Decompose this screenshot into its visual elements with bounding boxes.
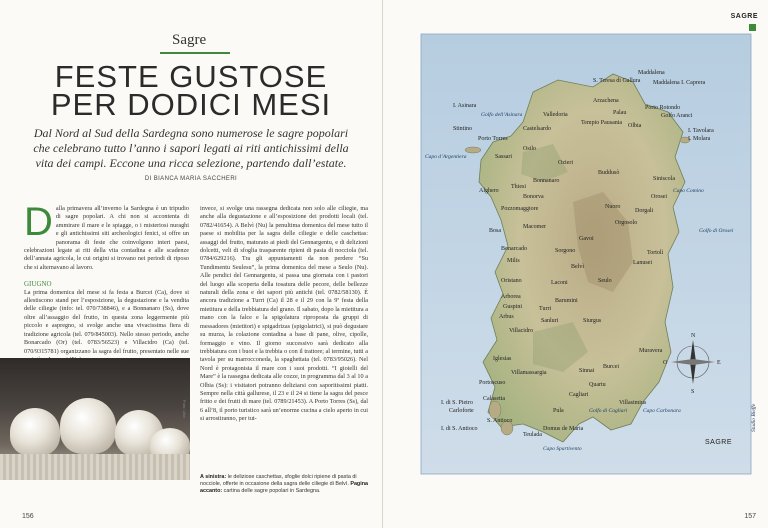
- label-tempio: Tempio Pausania: [581, 120, 623, 126]
- article-column-2: invece, si svolge una rassegna dedicata non solo alle ciliegie, ma anche alla degustazione e all’esposizione dei prodotti locali (tel. 0782/41654). A Belvì (Nu) la penultima domenica del mese tutto il paese si mobilita per la sagra delle ciliegie e delle caschettas: assaggi del frutto, maturato ai piedi del Gennargentu, e di delizioni dolcetti, veli di sfoglia trasparente ripieni di pasta di nocciola (tel. 0784/629216). Tra gli appuntamenti da non perdere “Su Tundimentu Seulesu”, la prima domenica del mese a Seulo (Nu). Alle pendici del Gennargentu, si passa una giornata con i pastori del luogo alla scoperta della tosatura delle pecore, delle bellezze naturali della zona e dei sapori più antichi (tel. 0782/58130). È ancora tradizione a Turri (Ca) il 28 e il 29 con la 9ª festa della mietitura e della trebbiatura del grano. Il sabato, dopo la mietitura a mano con la falce e la spigolatura riproposta da gruppi di messadores (mietitori) e spigadrizas (spigolatrici), si può degustare su murza, la colazione contadina a base di pane, olive, cipolle, formaggio e vino. Il giorno successivo sarà dedicato alla trebbiatura con i buoi e la trebbia o con il trattore; al termine, tutti a tavola per su marrocconeda, la spaghettata (tel. 0783/95026). Nel Nord è protagonista il mare con i suoi prodotti. “I gioielli del Mare” è la rassegna dedicata alle cozze, in programma dal 3 al 10 a Olbia (Ss): i visitatori potranno deliziarsi con saporitissimi piatti. Sempre nella città gallurese, il 23 e il 24 si tiene la sagra del pesce fritto e dei frutti di mare (tel. 0789/21453). A Porto Torres (Ss), dal 6 all’8, il porto turistico sarà un’enorme cucina a cielo aperto in cui si arrostiranno, per tut-: [200, 205, 368, 423]
- drop-cap: D: [24, 200, 53, 244]
- intro-paragraph: alla primavera all’inverno la Sardegna è un tripudio di sagre popolari. A chi non si accontenta di ammirare il mare e le spiagge, o i misteriosi nuraghi e gli antichissimi siti archeologici fenici, si offre un panorama di feste che coinvolgono interi paesi, celebrazioni legate ai riti della vita contadina e alle scadenze dell’annata agricola, le cui origini si trovano nei periodi di riposo che si alternavano al lavoro.: [24, 205, 189, 271]
- caption-text-right: cartina delle sagre popolari in Sardegna.: [223, 488, 321, 494]
- label-tavolara: I. Tavolara: [688, 128, 714, 134]
- label-bonnanaro: Bonnanaro: [533, 178, 560, 184]
- caption-text-left: le deliziose caschettas, sfoglie dolci ripiene di pasta di nocciole, offerte in occasione della sagra delle ciliegie di Belvì.: [200, 474, 357, 487]
- label-arborea: Arborea: [501, 294, 521, 300]
- right-page: [383, 0, 768, 528]
- label-olbia: Olbia: [628, 123, 642, 129]
- label-s-antioco: S. Antioco: [487, 418, 513, 424]
- kicker-marker: [749, 24, 756, 31]
- label-muravera: Muravera: [639, 348, 663, 354]
- page-number-left: 156: [22, 513, 34, 520]
- label-siurgus: Siurgus: [583, 318, 602, 324]
- label-capo-argentiera: Capo d’Argentiera: [425, 154, 467, 160]
- kicker: SAGRE: [730, 13, 758, 20]
- label-cagliari: Cagliari: [569, 392, 589, 398]
- label-stintino: Stintino: [453, 126, 473, 132]
- label-lanusei: Lanusei: [633, 260, 652, 266]
- subhead-giugno: GIUGNO: [24, 280, 52, 289]
- label-budduso: Buddusò: [598, 170, 620, 176]
- label-sanluri: Sanluri: [541, 318, 559, 324]
- label-sinnai: Sinnai: [579, 368, 595, 374]
- label-isola-s-pietro: I. di S. Pietro: [441, 400, 473, 406]
- compass-e: E: [717, 360, 721, 366]
- label-arzachena: Arzachena: [593, 98, 619, 104]
- caption-label-right: Pagina accanto:: [200, 481, 369, 494]
- label-macomer: Macomer: [523, 224, 546, 230]
- section-label: Sagre: [172, 32, 207, 48]
- label-alghero: Alghero: [479, 188, 499, 194]
- label-porto-rotondo: Porto Rotondo: [645, 105, 681, 111]
- label-bosa: Bosa: [489, 228, 501, 234]
- label-domus-de-maria: Domus de Maria: [543, 426, 584, 432]
- left-page: [0, 0, 383, 528]
- photo-credit: Foto: Ulivi: [182, 400, 187, 418]
- label-osilo: Osilo: [523, 146, 537, 152]
- label-pozzomaggiore: Pozzomaggiore: [501, 206, 539, 212]
- label-capo-carbonara: Capo Carbonara: [643, 408, 681, 414]
- label-nuoro: Nuoro: [605, 204, 621, 210]
- label-oristano: Oristano: [501, 278, 522, 284]
- giugno-paragraph: La prima domenica del mese si fa festa a Burcei (Ca), dove si allestiscono stand per l’esposizione, la degustazione e la vendita delle ciliegie (info: tel. 070/738846), e a Bonnanaro (Ss), dove oltre all’assaggio del frutto, in questa zona leggermente più piccolo e aspregno, si svolge anche una vivacissima fiera di tradizione agricola (tel. 079/845003). Nello stesso periodo, anche Bonarcado (Or) (tel. 0783/56523) e Villacidro (Ca) (tel. 070/9315781) organizzano la sagra del frutto, presentato nelle sue: [24, 288, 189, 355]
- label-gavoi: Gavoi: [579, 236, 594, 242]
- article-column-1: [24, 200, 189, 364]
- caption-label-left: A sinistra:: [200, 474, 227, 480]
- label-orgosolo: Orgosolo: [615, 220, 638, 226]
- label-porto-torres: Porto Torres: [478, 136, 508, 142]
- label-sorgono: Sorgono: [555, 248, 576, 254]
- label-palau: Palau: [613, 110, 627, 116]
- label-golfo-cagliari: Golfo di Cagliari: [589, 408, 628, 414]
- label-molara: I. Molara: [688, 136, 711, 142]
- label-golfo-orosei: Golfo di Orosei: [699, 228, 734, 234]
- caschettas-photo: [0, 358, 190, 480]
- label-tortoli: Tortolì: [647, 250, 664, 256]
- label-bonarcado: Bonarcado: [501, 246, 527, 252]
- label-quartu: Quartu: [589, 382, 606, 388]
- map-credit: Studio Bieffe: [751, 403, 757, 432]
- label-golfo-asinara: Golfo dell’Asinara: [481, 112, 523, 118]
- headline-line-2: PER DODICI MESI: [50, 87, 332, 122]
- label-ozieri: Ozieri: [558, 160, 573, 166]
- label-villamassargia: Villamassargia: [511, 370, 547, 376]
- label-villacidro: Villacidro: [509, 328, 533, 334]
- label-bonorva: Bonorva: [523, 194, 544, 200]
- label-belvi: Belvì: [571, 264, 584, 270]
- map-title: SAGRE: [705, 439, 733, 446]
- label-isola-s-antioco: I. di S. Antioco: [441, 426, 478, 432]
- label-caprera: Maddalena I. Caprera: [653, 80, 706, 86]
- label-burcei: Burcei: [603, 364, 619, 370]
- standfirst: Dal Nord al Sud della Sardegna sono numerose le sagre popolari che celebrano tutto l’anno i sapori legati ai riti antichissimi della vita dei campi. Eccone una ricca selezione, partendo dall’estate.: [33, 126, 349, 170]
- label-sassari: Sassari: [495, 154, 512, 160]
- label-laconi: Laconi: [551, 280, 568, 286]
- label-dorgali: Dorgali: [635, 208, 654, 214]
- label-carloforte: Carloforte: [449, 408, 474, 414]
- label-capo-comino: Capo Comino: [673, 188, 704, 194]
- label-golfo-aranci: Golfo Aranci: [661, 113, 693, 119]
- sardinia-map: [383, 32, 768, 502]
- label-seulo: Seulo: [598, 278, 612, 284]
- label-arbus: Arbus: [499, 314, 514, 320]
- label-calasetta: Calasetta: [483, 396, 505, 402]
- compass-o: O: [663, 360, 668, 366]
- label-turri: Turri: [539, 306, 552, 312]
- headline-line-1: FESTE GUSTOSE: [54, 59, 328, 94]
- photo-caption: [200, 474, 370, 495]
- section-rule: [160, 52, 230, 54]
- byline: DI BIANCA MARIA SACCHERI: [144, 176, 238, 182]
- label-maddalena: Maddalena: [638, 70, 665, 76]
- label-capo-spartivento: Capo Spartivento: [543, 446, 582, 452]
- page-number-right: 157: [744, 513, 756, 520]
- label-iglesias: Iglesias: [493, 356, 512, 362]
- label-orosei: Orosei: [651, 194, 667, 200]
- label-pula: Pula: [553, 408, 564, 414]
- compass-n: N: [691, 333, 696, 339]
- label-barumini: Barumini: [555, 298, 578, 304]
- label-valledoria: Valledoria: [543, 112, 568, 118]
- label-s-teresa: S. Teresa di Gallura: [593, 78, 641, 84]
- label-asinara: I. Asinara: [453, 103, 477, 109]
- label-teulada: Teulada: [523, 432, 542, 438]
- label-portoscuso: Portoscuso: [479, 380, 506, 386]
- label-castelsardo: Castelsardo: [523, 126, 551, 132]
- label-guspini: Guspini: [503, 304, 523, 310]
- label-villasimius: Villasimius: [619, 400, 647, 406]
- label-siniscola: Siniscola: [653, 176, 675, 182]
- compass-s: S: [691, 389, 695, 395]
- label-milis: Milis: [507, 258, 520, 264]
- label-thiesi: Thiesi: [511, 184, 526, 190]
